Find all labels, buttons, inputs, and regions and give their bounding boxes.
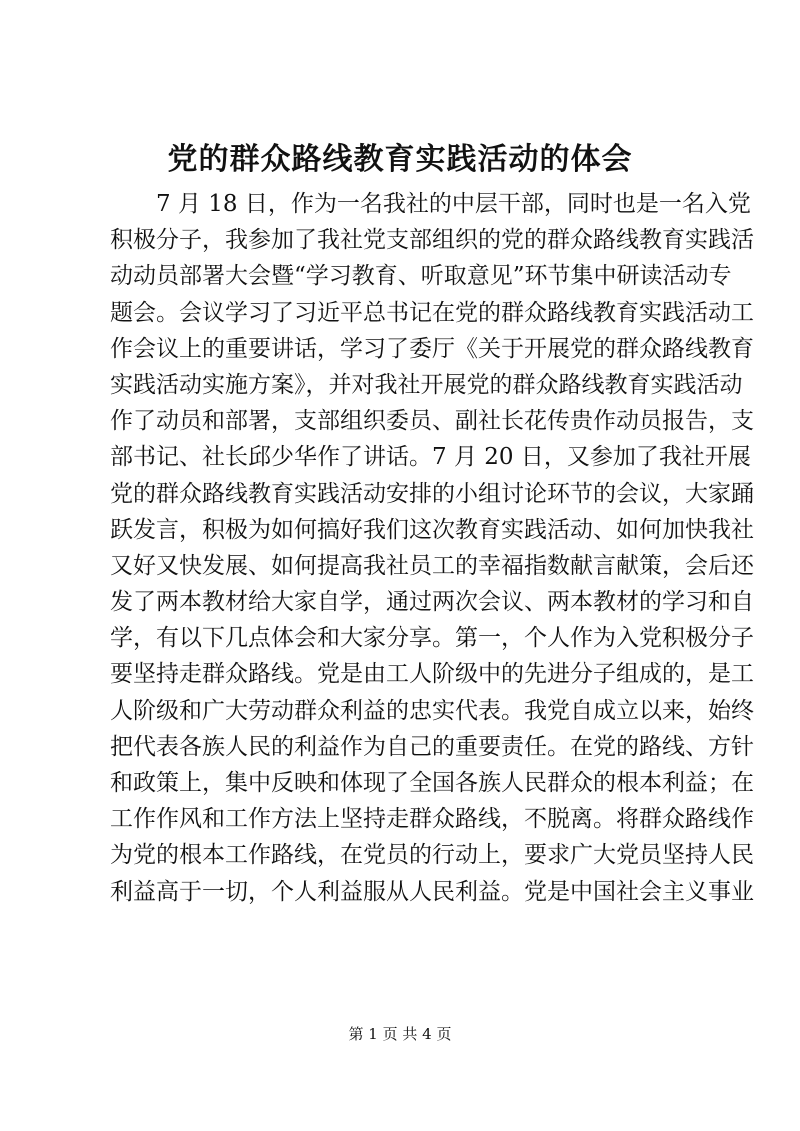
page-footer: 第 1 页 共 4 页 [348,1025,452,1043]
body-line: 实践活动实施方案》，并对我社开展党的群众路线教育实践活动 [110,371,743,398]
document-title: 党的群众路线教育实践活动的体会 [167,142,633,177]
body-line: 又好又快发展、如何提高我社员工的幸福指数献言献策，会后还 [110,552,754,579]
body-line: 发了两本教材给大家自学，通过两次会议、两本教材的学习和自 [110,589,754,616]
body-line: 为党的根本工作路线，在党员的行动上，要求广大党员坚持人民 [110,842,754,869]
body-line: 工作作风和工作方法上坚持走群众路线，不脱离。将群众路线作 [110,806,754,833]
body-line: 和政策上，集中反映和体现了全国各族人民群众的根本利益；在 [110,770,754,796]
body-line: 利益高于一切，个人利益服从人民利益。党是中国社会主义事业 [110,878,754,905]
body-line: 题会。会议学习了习近平总书记在党的群众路线教育实践活动工 [110,299,754,326]
body-line: 学，有以下几点体会和大家分享。第一，个人作为入党积极分子 [110,625,754,652]
body-line: 动动员部署大会暨“学习教育、听取意见”环节集中研读活动专 [110,263,732,290]
body-line: 党的群众路线教育实践活动安排的小组讨论环节的会议，大家踊 [110,480,754,507]
body-line: 跃发言，积极为如何搞好我们这次教育实践活动、如何加快我社 [110,516,754,543]
body-line: 部书记、社长邱少华作了讲话。7 月 20 日，又参加了我社开展 [110,444,751,471]
body-line: 要坚持走群众路线。党是由工人阶级中的先进分子组成的，是工 [110,661,754,688]
body-line: 把代表各族人民的利益作为自己的重要责任。在党的路线、方针 [110,733,754,760]
body-line: 人阶级和广大劳动群众利益的忠实代表。我党自成立以来，始终 [110,697,754,724]
body-line: 7 月 18 日，作为一名我社的中层干部，同时也是一名入党 [156,191,751,217]
document-body [110,186,754,910]
body-line: 积极分子，我参加了我社党支部组织的党的群众路线教育实践活 [110,227,754,254]
body-line: 作了动员和部署，支部组织委员、副社长花传贵作动员报告，支 [110,408,754,435]
body-line: 作会议上的重要讲话，学习了委厅《关于开展党的群众路线教育 [110,335,754,362]
